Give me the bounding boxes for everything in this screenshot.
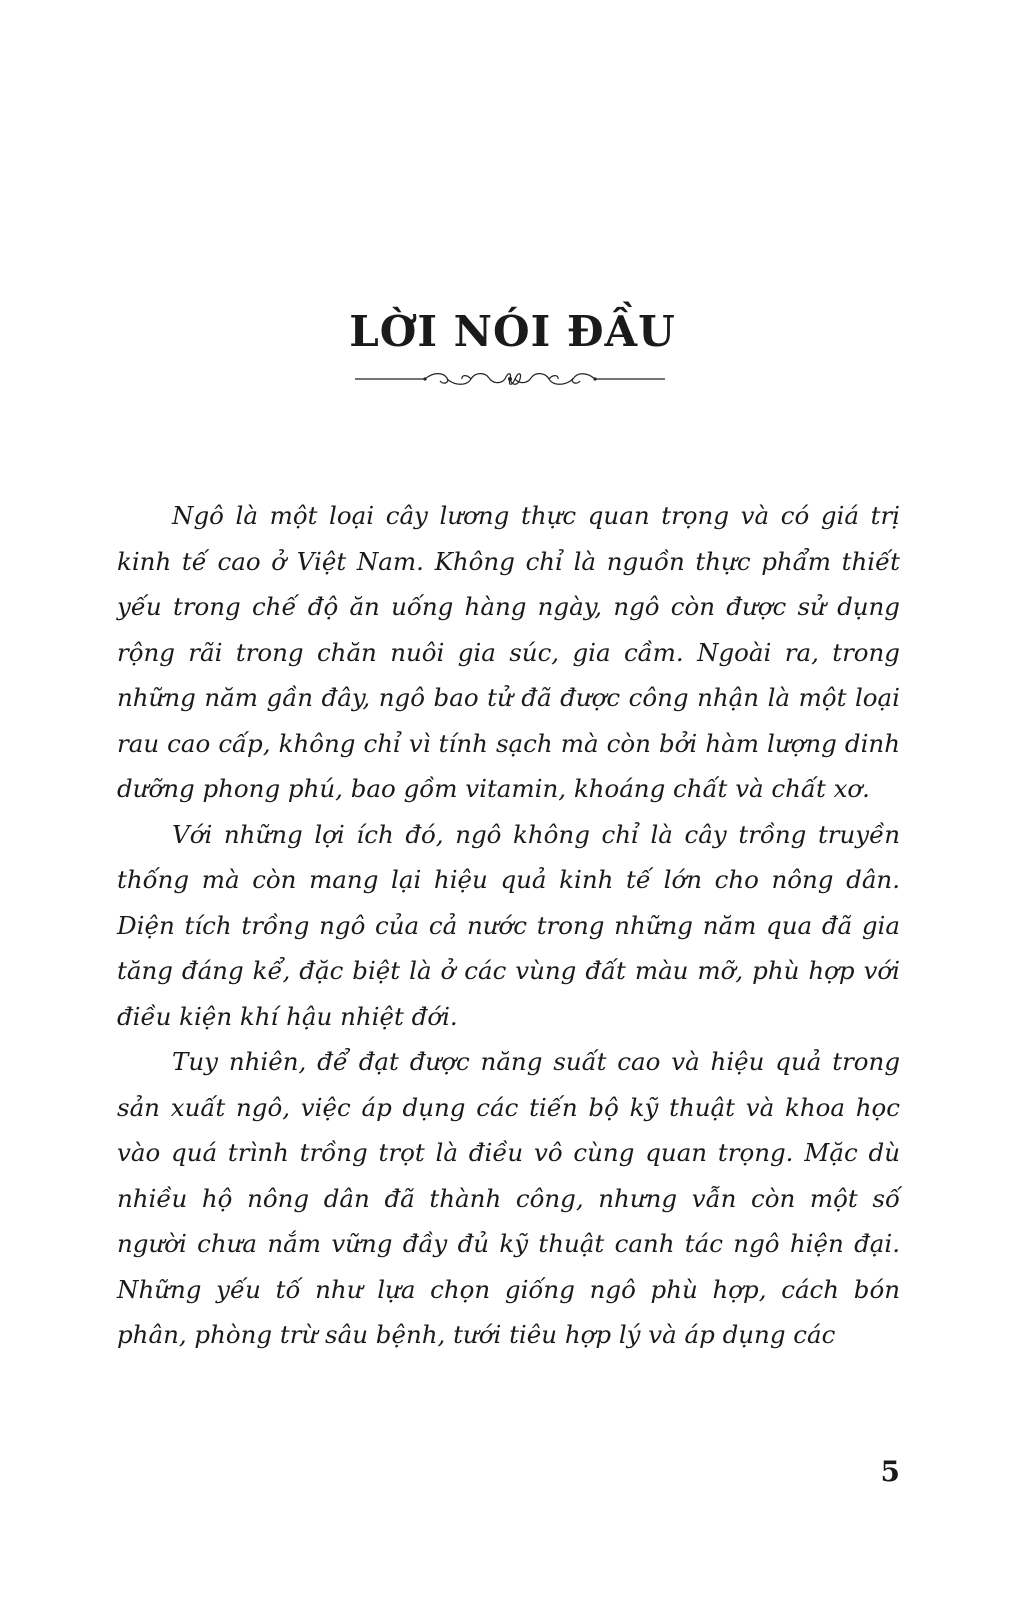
page-number: 5 (880, 1455, 900, 1488)
flourish-divider-icon (355, 366, 665, 392)
paragraph: Ngô là một loại cây lương thực quan trọng và có giá trị kinh tế cao ở Việt Nam. Không chỉ là nguồn thực phẩm thiết yếu trong chế độ ăn uống hàng ngày, ngô còn được sử dụng rộng rãi trong chăn nuôi gia súc, gia cầm. Ngoài ra, trong những năm gần đây, ngô bao tử đã được công nhận là một loại rau cao cấp, không chỉ vì tính sạch mà còn bởi hàm lượng dinh dưỡng phong phú, bao gồm vitamin, khoáng chất và chất xơ. (117, 501, 900, 803)
page-title: LỜI NÓI ĐẦU (349, 307, 676, 356)
paragraph: Với những lợi ích đó, ngô không chỉ là cây trồng truyền thống mà còn mang lại hiệu quả kinh tế lớn cho nông dân. Diện tích trồng ngô của cả nước trong những năm qua đã gia tăng đáng kể, đặc biệt là ở các vùng đất màu mỡ, phù hợp với điều kiện khí hậu nhiệt đới. (117, 819, 900, 1031)
preface-body (117, 493, 900, 1358)
paragraph: Tuy nhiên, để đạt được năng suất cao và hiệu quả trong sản xuất ngô, việc áp dụng các tiến bộ kỹ thuật và khoa học vào quá trình trồng trọt là điều vô cùng quan trọng. Mặc dù nhiều hộ nông dân đã thành công, nhưng vẫn còn một số người chưa nắm vững đầy đủ kỹ thuật canh tác ngô hiện đại. Những yếu tố như lựa chọn giống ngô phù hợp, cách bón phân, phòng trừ sâu bệnh, tưới tiêu hợp lý và áp dụng các (117, 1047, 900, 1349)
